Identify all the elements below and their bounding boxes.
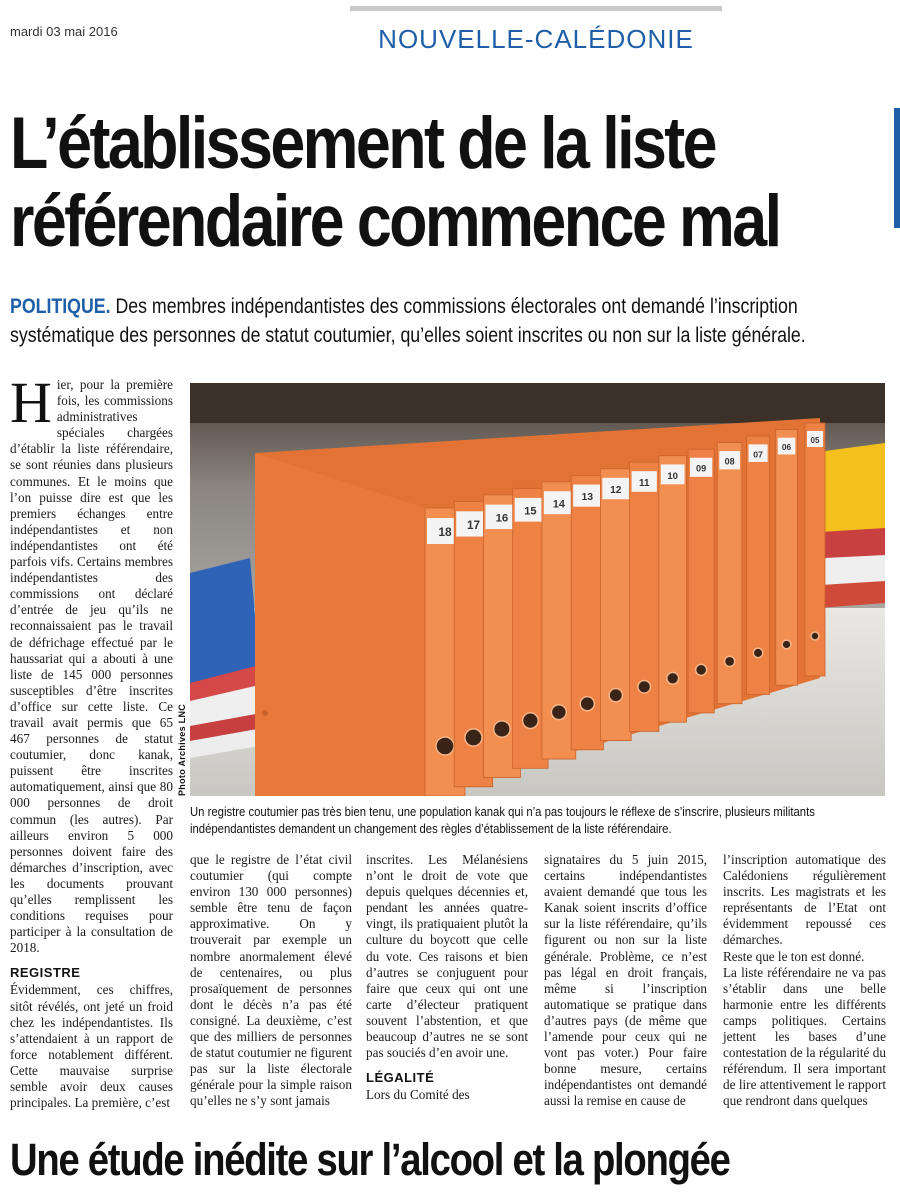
photo-credit: Photo Archives LNC (177, 703, 187, 796)
binder-number: 15 (524, 505, 537, 518)
headline-line-2: référendaire commence mal (10, 181, 780, 262)
binder-ring-hole (580, 697, 594, 711)
binder-side-face (255, 453, 425, 796)
binder-number: 07 (753, 449, 763, 460)
binder-number: 17 (466, 518, 480, 532)
lede-kicker: POLITIQUE. (10, 294, 111, 318)
binder-ring-hole (551, 705, 566, 720)
binder-ring-hole (782, 640, 791, 649)
publication-date: mardi 03 mai 2016 (10, 24, 118, 39)
article-column-4 (544, 852, 707, 1110)
article-photo (190, 383, 885, 796)
paragraph-intro: ier, pour la première fois, les commissions administratives spéciales chargées d’établir la liste référendaire, se sont réunies dans plusieurs communes. Et le moins que l’on puisse dire est que les premiers échanges entre indépendantistes et non indépendantistes ont été parfois vifs. Certains membres indépendantistes des commissions ont déclaré d’entrée de jeu qu’ils ne reconnaissaient pas le travail de défrichage effectué par le haussariat qui a abouti à une liste de 145 000 personnes susceptibles d’être inscrites d’office sur cette liste. Ce travail avait permis que 65 467 personnes de statut coutumier, donc kanak, puissent être inscrites automatiquement, ainsi que 80 000 personnes de droit commun (les autres). Par ailleurs environ 5 000 personnes doivent faire des démarches d’inscription, avec les documents prouvant qu’elles remplissent les conditions requises pour participer à la consultation de 2018. (10, 377, 173, 956)
binder-ring-hole (436, 737, 454, 755)
paragraph-legalite: signataires du 5 juin 2015, certains indépendantistes avaient demandé que tous les Kanak soient inscrits d’office sur la liste référendaire, qu’ils figurent ou non sur la liste générale. Problème, ce n’est pas légal en droit français, même si l’inscription automatique se pratique dans d’autres pays (de même que l’amende pour ceux qui ne vont pas voter.) Pour faire bonne mesure, certains indépendantistes ont demandé aussi la remise en cause de (544, 852, 707, 1109)
paragraph-legalite: Lors du Comité des (366, 1087, 470, 1103)
drop-cap: H (10, 370, 52, 435)
binder-ring-hole (494, 721, 510, 737)
page-edge-marker (894, 108, 900, 228)
binder-number: 06 (781, 442, 792, 453)
paragraph-registre-cont: inscrites. Les Mélanésiens n’ont le droit de vote que depuis quelques décennies et, pendant les années quatre-vingt, ils pratiquaient plutôt la culture du boycott que celle du vote. Ces raisons et bien d’autres se conjuguent pour faire que ceux qui ont une carte d’électeur pratiquent souvent l’abstention, et que beaucoup d’autres ne se sont pas souciés d’en avoir une. (366, 852, 528, 1061)
binders-illustration (190, 383, 885, 796)
binder-number: 08 (724, 456, 735, 467)
binder-ring-hole (724, 656, 734, 666)
binder-ring-hole (696, 664, 707, 675)
binder-number: 18 (438, 525, 452, 539)
binder-ring-hole (638, 680, 651, 693)
binder-number: 11 (639, 477, 650, 489)
article-column-1 (10, 370, 173, 1111)
subhead-registre: REGISTRE (10, 965, 81, 981)
binder-number: 09 (696, 463, 707, 474)
article-lede (10, 292, 852, 350)
article-column-3 (366, 852, 528, 1103)
article-column-2 (190, 852, 352, 1110)
binder-rivet (262, 710, 268, 716)
binder-number: 10 (667, 470, 678, 482)
binder-number: 13 (581, 492, 594, 504)
paragraph-registre-cont: que le registre de l’état civil coutumier (qui compte environ 130 000 personnes) semble être tenu de façon approximative. On y trouverait par exemple un nombre anormalement élevé de centenaires, ou plus prosaïquement de personnes dont le décès n’a pas été consigné. La deuxième, c’est que des milliers de personnes de statut coutumier ne figurent pas sur la liste électorale générale pour la simple raison qu’elles ne s’y sont jamais (190, 852, 352, 1109)
binder-ring-hole (609, 689, 622, 702)
binder-ring-hole (465, 729, 482, 746)
paragraph-legalite: l’inscription automatique des Calédoniens régulièrement inscrits. Les magistrats et les représentants de l’Etat ont évidemment repoussé ces démarches. (723, 852, 886, 948)
binder-number: 14 (552, 498, 565, 511)
headline-line-1: L’établissement de la liste (10, 103, 715, 184)
section-rule (350, 6, 722, 11)
binder-ring-hole (753, 648, 763, 658)
paragraph-conclusion: La liste référendaire ne va pas s’établir dans une belle harmonie entre les différents camps politiques. Certains jettent les bases d’une contestation de la régularité du référendum. Il sera important de lire attentivement le rapport que rendront dans quelques (723, 964, 886, 1109)
binder-number: 05 (810, 436, 820, 445)
binder-number: 12 (610, 485, 622, 497)
paragraph-ton: Reste que le ton est donné. (723, 948, 865, 964)
subhead-legalite: LÉGALITÉ (366, 1070, 435, 1086)
article-headline (10, 103, 780, 262)
lede-text: Des membres indépendantistes des commissions électorales ont demandé l’inscription systématique des personnes de statut coutumier, qu’elles soient inscrites ou non sur la liste générale. (10, 294, 806, 347)
paragraph-registre: Évidemment, ces chiffres, sitôt révélés, ont jeté un froid chez les indépendantistes. Ils s’attendaient à un rapport de force notablement différent. Cette mauvaise surprise semble avoir deux causes principales. La première, c’est (10, 982, 173, 1111)
next-article-headline: Une étude inédite sur l’alcool et la plongée (10, 1134, 730, 1185)
binder-number: 16 (495, 512, 509, 525)
binder-ring-hole (523, 713, 539, 729)
article-column-5 (723, 852, 886, 1110)
binder-ring-hole (811, 632, 819, 640)
photo-caption: Un registre coutumier pas très bien tenu, une population kanak qui n’a pas toujours le réflexe de s’inscrire, plusieurs militants indépendantistes demandent un changement des règles d’établissement de la liste référendaire. (190, 804, 815, 836)
binder-ring-hole (667, 672, 679, 684)
section-label: NOUVELLE-CALÉDONIE (378, 24, 694, 54)
